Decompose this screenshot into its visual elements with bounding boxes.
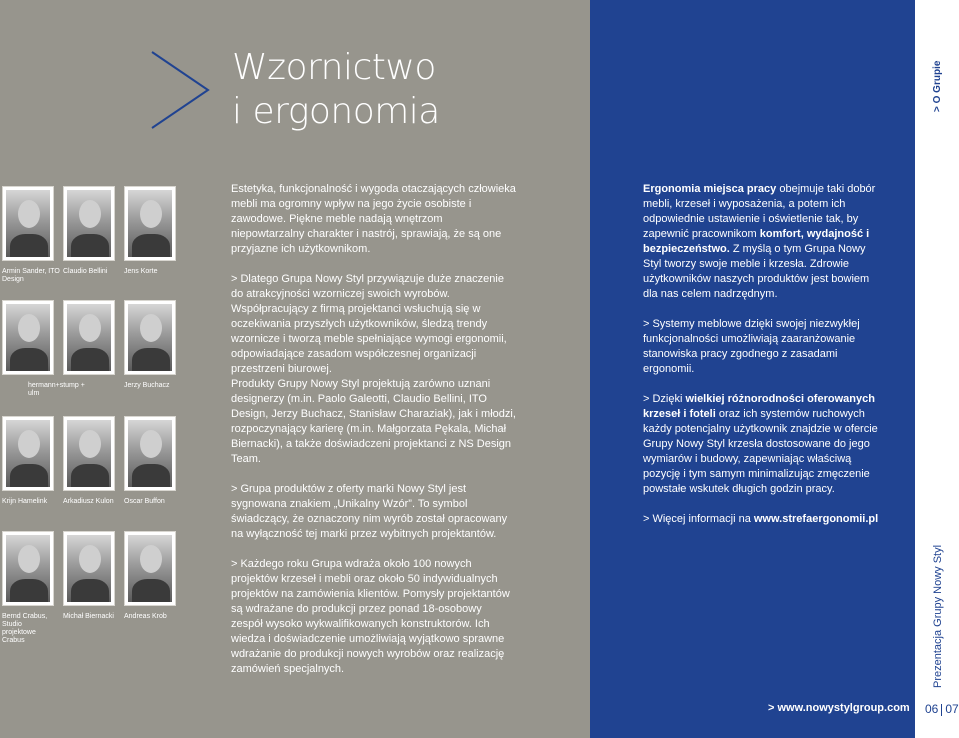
designer-caption: Bernd Crabus, Studio projektowe Crabus xyxy=(2,613,48,644)
page-number-right: 07 xyxy=(945,702,959,716)
arrow-icon: > xyxy=(643,318,650,330)
designer-photo xyxy=(2,186,54,261)
unique-design-paragraph: > Grupa produktów z oferty marki Nowy Styl jest sygnowana znakiem „Unikalny Wzór”. To symbol świadczący, że oznaczony nim wyrób został opracowany na wyłączność tej marki przez wybitnych projektantów. xyxy=(231,483,508,540)
designer-photo xyxy=(63,300,115,375)
designer-caption: Jens Korte xyxy=(124,268,158,275)
middle-text-column xyxy=(231,182,516,692)
more-info-paragraph: > Więcej informacji na www.strefaergonomii.pl xyxy=(643,513,879,525)
projects-paragraph: > Każdego roku Grupa wdraża około 100 nowych projektów krzeseł i mebli oraz około 50 indywidualnych projektów na zamówienia klientów. Pomysły projektantów są wdrażane do produkcji przez ponad 18-osobowy zespół wysoko wykwalifikowanych konstruktorów. Ich wiedza i doświadczenie umożliwiają wyjątkowo sprawne wdrażanie do produkcji nowych wyrobów oraz realizację zamówień specjalnych. xyxy=(231,558,510,675)
designer-caption: Andreas Krob xyxy=(124,613,167,620)
designer-caption: hermann+stump + ulm xyxy=(28,382,85,397)
chevron-icon xyxy=(150,50,212,130)
design-paragraph: > Dlatego Grupa Nowy Styl przywiązuje duże znaczenie do atrakcyjności wzorniczej swoich wyrobów. Współpracujący z firmą projektanci wsłuchują się w oczekiwania przyszłych użytkowników, śledzą trendy wzornicze i tworzą meble spełniające wymogi ergonomii, odpowiadające zasadom współczesnej organizacji przestrzeni biurowej. xyxy=(231,273,507,375)
designer-caption: Oscar Buffon xyxy=(124,498,165,505)
arrow-icon: > xyxy=(643,513,650,525)
designer-photo xyxy=(63,186,115,261)
arrow-icon: > xyxy=(643,393,650,405)
page-numbers xyxy=(925,702,959,716)
right-text-column xyxy=(643,182,881,542)
arrow-icon: > xyxy=(231,558,238,570)
designer-photo xyxy=(124,300,176,375)
page-separator xyxy=(941,704,942,716)
title-line-2: i ergonomia xyxy=(232,91,440,132)
arrow-icon: > xyxy=(231,273,238,285)
intro-paragraph: Estetyka, funkcjonalność i wygoda otaczających człowieka mebli ma ogromny wpływ na jego życie osobiste i zawodowe. Piękne meble nadają wnętrzom niepowtarzalny charakter i nastrój, sprawiają, że są one przyjazne ich użytkownikom. xyxy=(231,183,516,255)
designer-photo xyxy=(63,416,115,491)
page-number-left: 06 xyxy=(925,702,939,716)
website-link[interactable]: > www.nowystylgroup.com xyxy=(768,702,910,714)
designer-caption: Claudio Bellini xyxy=(63,268,108,275)
designer-photo xyxy=(124,416,176,491)
designer-photo xyxy=(63,531,115,606)
designer-caption: Krijn Hamelink xyxy=(2,498,48,505)
chairs-paragraph: > Dzięki wielkiej różnorodności oferowanych krzeseł i foteli oraz ich systemów ruchowych każdy potencjalny użytkownik znajdzie w ofercie Grupy Nowy Styl krzesła dostosowane do jego wymiarów i budowy, zapewniając właściwą pozycję i tym samym minimalizując zmęczenie powstałe wskutek długich godzin pracy. xyxy=(643,393,878,495)
arrow-icon: > xyxy=(231,483,238,495)
page-title xyxy=(232,46,440,134)
designer-caption: Armin Sander, ITO Design xyxy=(2,268,60,283)
designer-caption: Arkadiusz Kulon xyxy=(63,498,114,505)
systems-paragraph: > Systemy meblowe dzięki swojej niezwykłej funkcjonalności umożliwiają zaaranżowanie stanowiska pracy zgodnego z zasadami ergonomii. xyxy=(643,318,860,375)
designer-photo xyxy=(124,531,176,606)
footer-title: Prezentacja Grupy Nowy Styl xyxy=(932,544,944,688)
designer-caption: Michał Biernacki xyxy=(63,613,114,620)
designer-caption: Jerzy Buchacz xyxy=(124,382,170,389)
designer-photo xyxy=(2,300,54,375)
designers-paragraph: Produkty Grupy Nowy Styl projektują zarówno uznani designerzy (m.in. Paolo Galeotti, Claudio Bellini, ITO Design, Jerzy Buchacz, Stanisław Charaziak), jak i młodzi, rozpoczynający karierę (m.in. Małgorzata Pękala, Michał Biernacki), a także doświadczeni projektanci z NS Design Team. xyxy=(231,378,516,465)
ergonomics-paragraph: Ergonomia miejsca pracy obejmuje taki dobór mebli, krzeseł i wyposażenia, a potem ich odpowiednie ustawienie i oświetlenie tak, by zapewnić pracownikom komfort, wydajność i bezpieczeństwo. Z myślą o tym Grupa Nowy Styl tworzy swoje meble i krzesła. Zdrowie użytkowników naszych produktów jest bowiem dla nas celem nadrzędnym. xyxy=(643,183,876,300)
designer-photo xyxy=(2,531,54,606)
ergonomics-link[interactable]: www.strefaergonomii.pl xyxy=(753,513,879,525)
section-label: > O Grupie xyxy=(932,60,943,112)
designer-photo xyxy=(2,416,54,491)
title-line-1: Wzornictwo xyxy=(232,47,436,88)
designer-photo xyxy=(124,186,176,261)
